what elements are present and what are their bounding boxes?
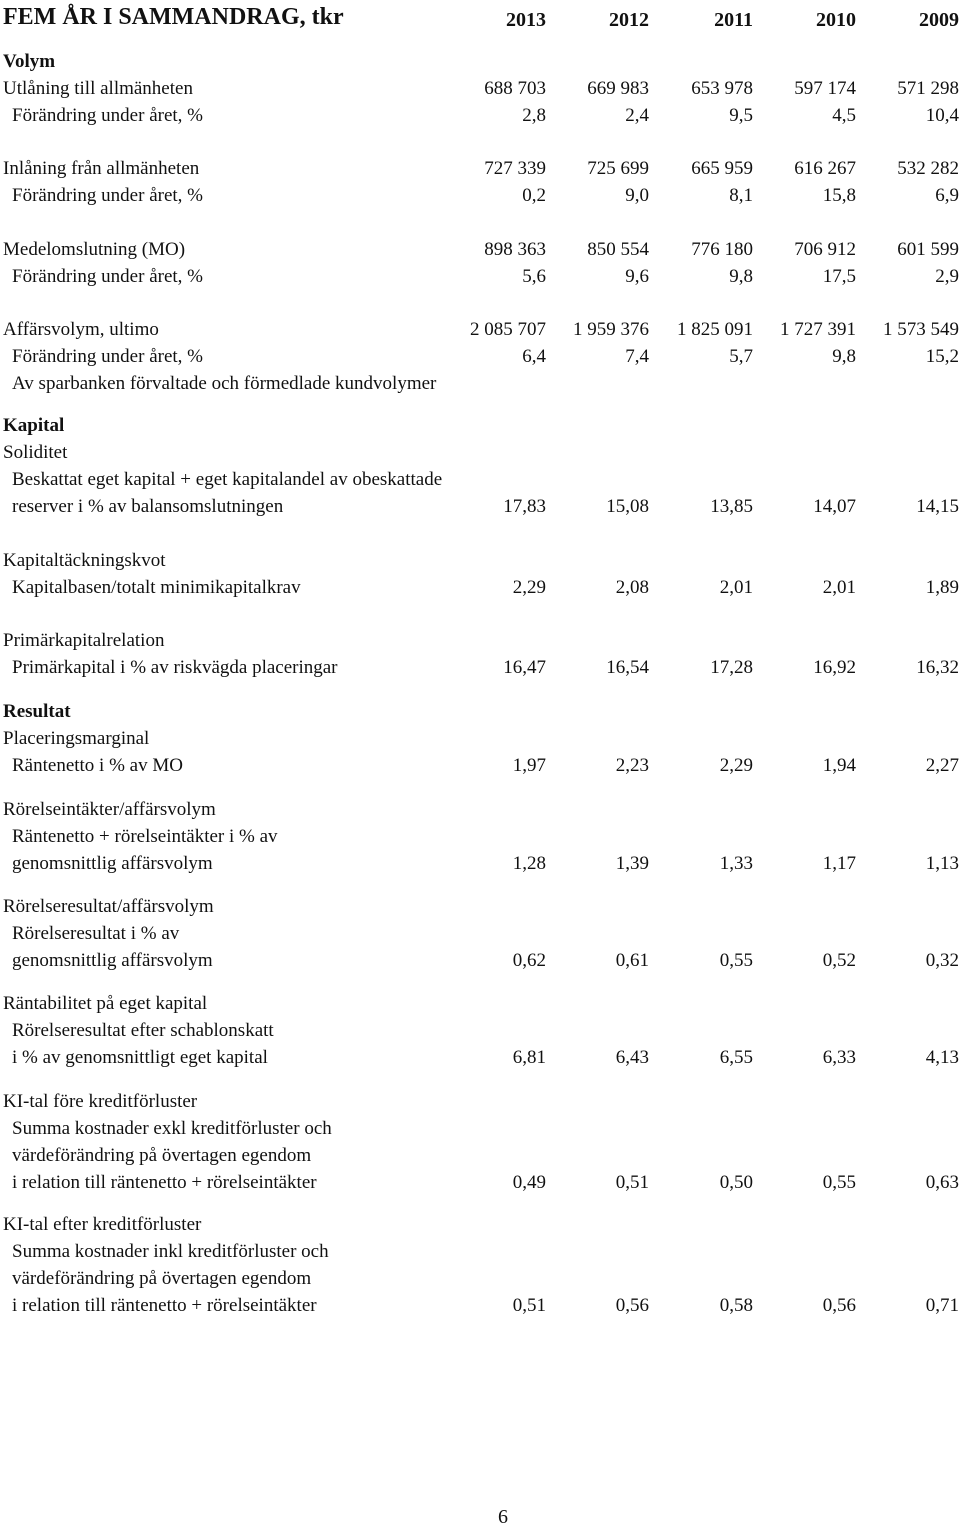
row-label: Förändring under året, %: [12, 105, 203, 126]
value-cell-2010: 14,07: [813, 496, 856, 517]
table-row: [0, 824, 960, 850]
section-heading-label: Resultat: [3, 701, 71, 722]
value-cell-2013: 5,6: [522, 266, 546, 287]
value-cell-2012: 2,4: [625, 105, 649, 126]
row-label: värdeförändring på övertagen egendom: [12, 1145, 312, 1166]
value-cell-2013: 17,83: [503, 496, 546, 517]
value-cell-2012: 2,23: [615, 755, 649, 776]
year-header: 2010: [816, 9, 856, 31]
row-label: Förändring under året, %: [12, 266, 203, 287]
value-cell-2010: 4,5: [832, 105, 856, 126]
table-row: [0, 317, 960, 343]
value-cell-2011: 1 825 091: [677, 319, 753, 340]
value-cell-2009: 14,15: [916, 496, 959, 517]
table-row: [0, 1143, 960, 1169]
row-label: Inlåning från allmänheten: [3, 158, 200, 179]
value-cell-2009: 16,32: [916, 657, 959, 678]
value-cell-2011: 5,7: [729, 346, 753, 367]
table-row: [0, 1116, 960, 1142]
value-cell-2012: 16,54: [606, 657, 649, 678]
row-label: Räntabilitet på eget kapital: [3, 993, 208, 1014]
year-header: 2012: [609, 9, 649, 31]
value-cell-2012: 725 699: [587, 158, 649, 179]
section-heading-label: Volym: [3, 51, 56, 72]
value-cell-2012: 9,0: [625, 185, 649, 206]
row-label: Utlåning till allmänheten: [3, 78, 193, 99]
page-number: [0, 1506, 960, 1529]
value-cell-2013: 2 085 707: [470, 319, 546, 340]
table-row: [0, 156, 960, 182]
row-label: Rörelseresultat i % av: [12, 923, 180, 944]
value-cell-2011: 9,5: [729, 105, 753, 126]
row-label: reserver i % av balansomslutningen: [12, 496, 284, 517]
table-row: [0, 1266, 960, 1292]
value-cell-2011: 9,8: [729, 266, 753, 287]
table-row: [0, 1170, 960, 1196]
row-label: Summa kostnader exkl kreditförluster och: [12, 1118, 332, 1139]
value-cell-2013: 2,29: [512, 577, 546, 598]
value-cell-2011: 653 978: [691, 78, 753, 99]
row-label: Rörelseresultat efter schablonskatt: [12, 1020, 274, 1041]
table-row: [0, 1212, 960, 1238]
row-label: i relation till räntenetto + rörelseintäkter: [12, 1172, 317, 1193]
section-heading: [0, 413, 960, 439]
value-cell-2009: 1 573 549: [883, 319, 959, 340]
row-label: Summa kostnader inkl kreditförluster och: [12, 1241, 329, 1262]
value-cell-2009: 2,9: [935, 266, 959, 287]
table-row: [0, 103, 960, 129]
value-cell-2012: 850 554: [587, 239, 649, 260]
value-cell-2009: 0,71: [925, 1295, 959, 1316]
value-cell-2011: 2,01: [719, 577, 753, 598]
value-cell-2010: 706 912: [794, 239, 856, 260]
table-row: [0, 1045, 960, 1071]
value-cell-2012: 15,08: [606, 496, 649, 517]
value-cell-2012: 0,51: [615, 1172, 649, 1193]
value-cell-2013: 6,81: [512, 1047, 546, 1068]
value-cell-2013: 898 363: [484, 239, 546, 260]
value-cell-2010: 0,56: [822, 1295, 856, 1316]
table-row: [0, 753, 960, 779]
row-label: Placeringsmarginal: [3, 728, 150, 749]
row-label: genomsnittlig affärsvolym: [12, 853, 213, 874]
row-label: Kapitalbasen/totalt minimikapitalkrav: [12, 577, 301, 598]
table-row: [0, 548, 960, 574]
value-cell-2013: 0,51: [512, 1295, 546, 1316]
value-cell-2010: 1,17: [822, 853, 856, 874]
table-row: [0, 1293, 960, 1319]
value-cell-2013: 727 339: [484, 158, 546, 179]
value-cell-2010: 0,52: [822, 950, 856, 971]
value-cell-2011: 6,55: [719, 1047, 753, 1068]
row-label: KI-tal före kreditförluster: [3, 1091, 198, 1112]
table-row: [0, 726, 960, 752]
value-cell-2009: 15,2: [925, 346, 959, 367]
value-cell-2009: 0,63: [925, 1172, 959, 1193]
value-cell-2011: 776 180: [691, 239, 753, 260]
row-label: KI-tal efter kreditförluster: [3, 1214, 202, 1235]
value-cell-2011: 2,29: [719, 755, 753, 776]
table-row: [0, 467, 960, 493]
value-cell-2013: 688 703: [484, 78, 546, 99]
table-row: [0, 921, 960, 947]
row-label: Medelomslutning (MO): [3, 239, 186, 260]
table-row: [0, 237, 960, 263]
table-row: [0, 440, 960, 466]
value-cell-2010: 0,55: [822, 1172, 856, 1193]
value-cell-2010: 16,92: [813, 657, 856, 678]
row-label: Beskattat eget kapital + eget kapitalandel av obeskattade: [12, 469, 443, 490]
value-cell-2012: 9,6: [625, 266, 649, 287]
row-label: Förändring under året, %: [12, 346, 203, 367]
table-row: [0, 76, 960, 102]
table-row: [0, 1239, 960, 1265]
row-label: Förändring under året, %: [12, 185, 203, 206]
table-row: [0, 894, 960, 920]
value-cell-2009: 0,32: [925, 950, 959, 971]
value-cell-2010: 1 727 391: [780, 319, 856, 340]
value-cell-2010: 6,33: [822, 1047, 856, 1068]
row-label: Primärkapital i % av riskvägda placeringar: [12, 657, 338, 678]
value-cell-2013: 0,49: [512, 1172, 546, 1193]
year-header: 2013: [506, 9, 546, 31]
table-row: [0, 371, 960, 397]
row-label: Kapitaltäckningskvot: [3, 550, 166, 571]
value-cell-2012: 6,43: [615, 1047, 649, 1068]
value-cell-2009: 571 298: [897, 78, 959, 99]
table-row: [0, 575, 960, 601]
table-header: [0, 4, 960, 34]
row-label: Räntenetto i % av MO: [12, 755, 183, 776]
value-cell-2011: 8,1: [729, 185, 753, 206]
value-cell-2013: 16,47: [503, 657, 546, 678]
table-row: [0, 948, 960, 974]
page-number-text: 6: [498, 1506, 508, 1528]
table-row: [0, 797, 960, 823]
table-row: [0, 628, 960, 654]
section-heading-label: Kapital: [3, 415, 65, 436]
value-cell-2010: 9,8: [832, 346, 856, 367]
value-cell-2011: 0,55: [719, 950, 753, 971]
value-cell-2013: 0,62: [512, 950, 546, 971]
value-cell-2013: 1,28: [512, 853, 546, 874]
value-cell-2010: 17,5: [822, 266, 856, 287]
value-cell-2012: 1,39: [615, 853, 649, 874]
table-row: [0, 655, 960, 681]
value-cell-2010: 1,94: [822, 755, 856, 776]
value-cell-2009: 1,13: [925, 853, 959, 874]
table-row: [0, 1089, 960, 1115]
row-label: värdeförändring på övertagen egendom: [12, 1268, 312, 1289]
value-cell-2009: 2,27: [925, 755, 959, 776]
value-cell-2010: 616 267: [794, 158, 856, 179]
table-row: [0, 1018, 960, 1044]
row-label: Rörelseintäkter/affärsvolym: [3, 799, 216, 820]
row-label: i relation till räntenetto + rörelseintäkter: [12, 1295, 317, 1316]
value-cell-2009: 532 282: [897, 158, 959, 179]
row-label: Soliditet: [3, 442, 68, 463]
value-cell-2011: 1,33: [719, 853, 753, 874]
value-cell-2011: 0,50: [719, 1172, 753, 1193]
value-cell-2011: 665 959: [691, 158, 753, 179]
row-label: genomsnittlig affärsvolym: [12, 950, 213, 971]
value-cell-2009: 4,13: [925, 1047, 959, 1068]
value-cell-2009: 601 599: [897, 239, 959, 260]
page-title: FEM ÅR I SAMMANDRAG, tkr: [3, 4, 344, 30]
row-label: Räntenetto + rörelseintäkter i % av: [12, 826, 278, 847]
value-cell-2011: 0,58: [719, 1295, 753, 1316]
row-label: Av sparbanken förvaltade och förmedlade kundvolymer: [12, 373, 437, 394]
table-row: [0, 183, 960, 209]
value-cell-2012: 7,4: [625, 346, 649, 367]
row-label: Rörelseresultat/affärsvolym: [3, 896, 214, 917]
value-cell-2009: 10,4: [925, 105, 959, 126]
year-header: 2009: [919, 9, 959, 31]
value-cell-2013: 6,4: [522, 346, 546, 367]
value-cell-2013: 0,2: [522, 185, 546, 206]
row-label: Affärsvolym, ultimo: [3, 319, 159, 340]
table-row: [0, 494, 960, 520]
year-header: 2011: [714, 9, 753, 31]
value-cell-2011: 17,28: [710, 657, 753, 678]
value-cell-2012: 2,08: [615, 577, 649, 598]
table-row: [0, 851, 960, 877]
table-row: [0, 991, 960, 1017]
value-cell-2009: 1,89: [925, 577, 959, 598]
value-cell-2010: 15,8: [822, 185, 856, 206]
value-cell-2010: 2,01: [822, 577, 856, 598]
value-cell-2012: 669 983: [587, 78, 649, 99]
value-cell-2013: 1,97: [512, 755, 546, 776]
table-row: [0, 264, 960, 290]
row-label: Primärkapitalrelation: [3, 630, 165, 651]
value-cell-2010: 597 174: [794, 78, 856, 99]
value-cell-2009: 6,9: [935, 185, 959, 206]
row-label: i % av genomsnittligt eget kapital: [12, 1047, 268, 1068]
section-heading: [0, 49, 960, 75]
value-cell-2013: 2,8: [522, 105, 546, 126]
section-heading: [0, 699, 960, 725]
value-cell-2012: 0,56: [615, 1295, 649, 1316]
value-cell-2012: 0,61: [615, 950, 649, 971]
value-cell-2012: 1 959 376: [573, 319, 649, 340]
table-row: [0, 344, 960, 370]
value-cell-2011: 13,85: [710, 496, 753, 517]
